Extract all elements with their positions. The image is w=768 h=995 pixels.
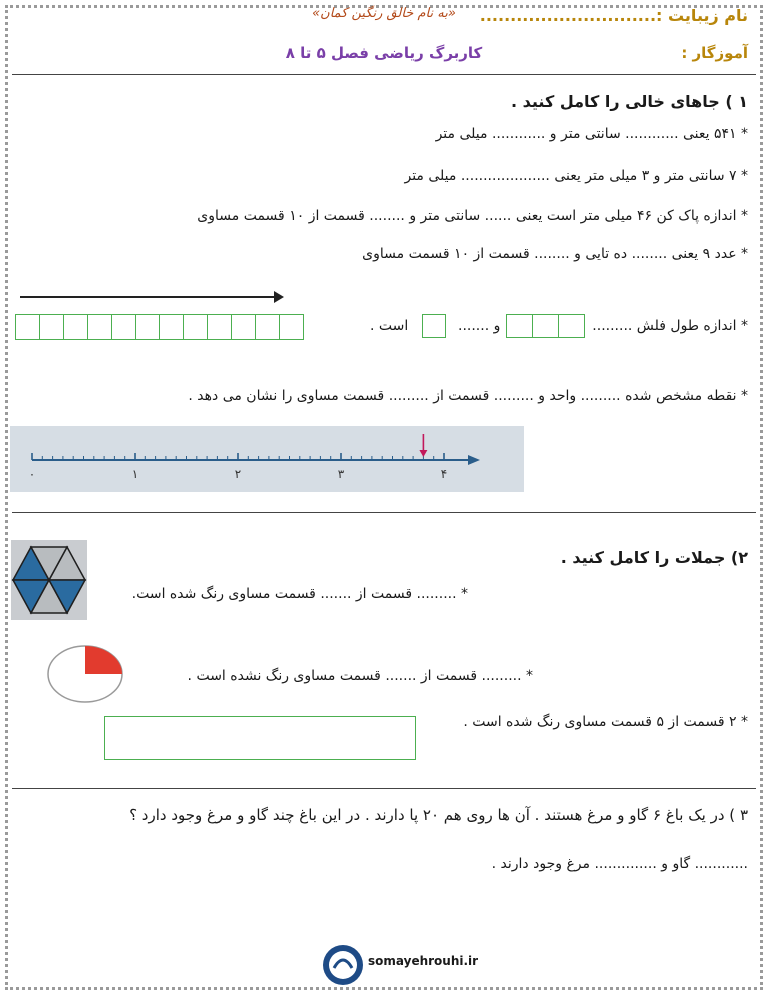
- tick-label: ۰: [28, 467, 36, 481]
- ruler-cell: [135, 315, 159, 339]
- answer-cells-cm: [506, 314, 585, 338]
- ruler-cell: [207, 315, 231, 339]
- ruler-cell: [39, 315, 63, 339]
- ruler-cell: [111, 315, 135, 339]
- numline-question: * نقطه مشخص شده ......... واحد و ......... قسمت از ......... قسمت مساوی را نشان می دهد .: [188, 388, 748, 404]
- q1-line-3: * اندازه پاک کن ۴۶ میلی متر است یعنی ...... سانتی متر و ........ قسمت از ۱۰ قسمت مساوی: [197, 208, 748, 224]
- basmala: «به نام خالق رنگین کمان»: [312, 6, 456, 21]
- page-border: [5, 5, 763, 990]
- tick-label: ۱: [131, 467, 139, 481]
- divider: [12, 512, 756, 513]
- q1-line-2: * ۷ سانتی متر و ۳ میلی متر یعنی .................... میلی متر: [404, 168, 748, 184]
- student-name-label: نام زیبایت :.............................: [479, 6, 748, 25]
- answer-cell: [507, 315, 532, 337]
- worksheet-title: کاربرگ ریاضی فصل ۵ تا ۸: [285, 44, 483, 62]
- ruler-cell: [63, 315, 87, 339]
- ruler-cell: [16, 315, 39, 339]
- circle-red-part: [85, 646, 122, 674]
- ruler-cell: [255, 315, 279, 339]
- arrow-length-line: * اندازه طول فلش .........: [592, 318, 748, 334]
- q3-heading: ۳ ) در یک باغ ۶ گاو و مرغ هستند . آن ها روی هم ۲۰ پا دارند . در این باغ چند گاو و مرغ وجود دارد ؟: [129, 806, 748, 824]
- site-url: somayehrouhi.ir: [368, 954, 479, 968]
- divider: [12, 74, 756, 75]
- answer-cell: [532, 315, 558, 337]
- ruler-cell: [183, 315, 207, 339]
- answer-cell: [423, 315, 445, 337]
- q2-line-2: * ......... قسمت از ....... قسمت مساوی رنگ نشده است .: [187, 668, 533, 684]
- measure-arrow: [20, 296, 282, 298]
- ruler-cells: [15, 314, 304, 340]
- circle-figure: [46, 644, 124, 704]
- arrow-end: است .: [370, 318, 409, 334]
- answer-cell-mm: [422, 314, 446, 338]
- ruler-cell: [87, 315, 111, 339]
- ruler-cell: [279, 315, 303, 339]
- divider: [12, 788, 756, 789]
- marker-arrowhead: [419, 450, 427, 457]
- ruler-cell: [159, 315, 183, 339]
- ruler-cell: [231, 315, 255, 339]
- q1-line-1: * ۵۴۱ یعنی ............ سانتی متر و ............ میلی متر: [435, 126, 748, 142]
- q2-line-3: * ۲ قسمت از ۵ قسمت مساوی رنگ شده است .: [463, 714, 748, 730]
- logo-inner: [329, 951, 357, 979]
- number-line: [10, 426, 524, 492]
- tick-label: ۲: [234, 467, 242, 481]
- q1-line-4: * عدد ۹ یعنی ........ ده تایی و ........ قسمت از ۱۰ قسمت مساوی: [362, 246, 748, 262]
- tick-label: ۳: [337, 467, 345, 481]
- drawing-box: [104, 716, 416, 760]
- answer-cell: [558, 315, 584, 337]
- axis-arrowhead: [468, 455, 480, 465]
- q2-heading: ۲) جملات را کامل کنید .: [560, 548, 748, 567]
- teacher-label: آموزگار :: [681, 44, 748, 62]
- arrow-and: و .......: [458, 318, 501, 334]
- hexagon-figure: [11, 540, 87, 620]
- q3-answer: ............ گاو و .............. مرغ وجود دارند .: [491, 856, 748, 872]
- q1-heading: ۱ ) جاهای خالی را کامل کنید .: [511, 92, 748, 111]
- q2-line-1: * ......... قسمت از ....... قسمت مساوی رنگ شده است.: [131, 586, 468, 602]
- tick-label: ۴: [440, 467, 448, 481]
- site-logo-icon: [322, 944, 364, 986]
